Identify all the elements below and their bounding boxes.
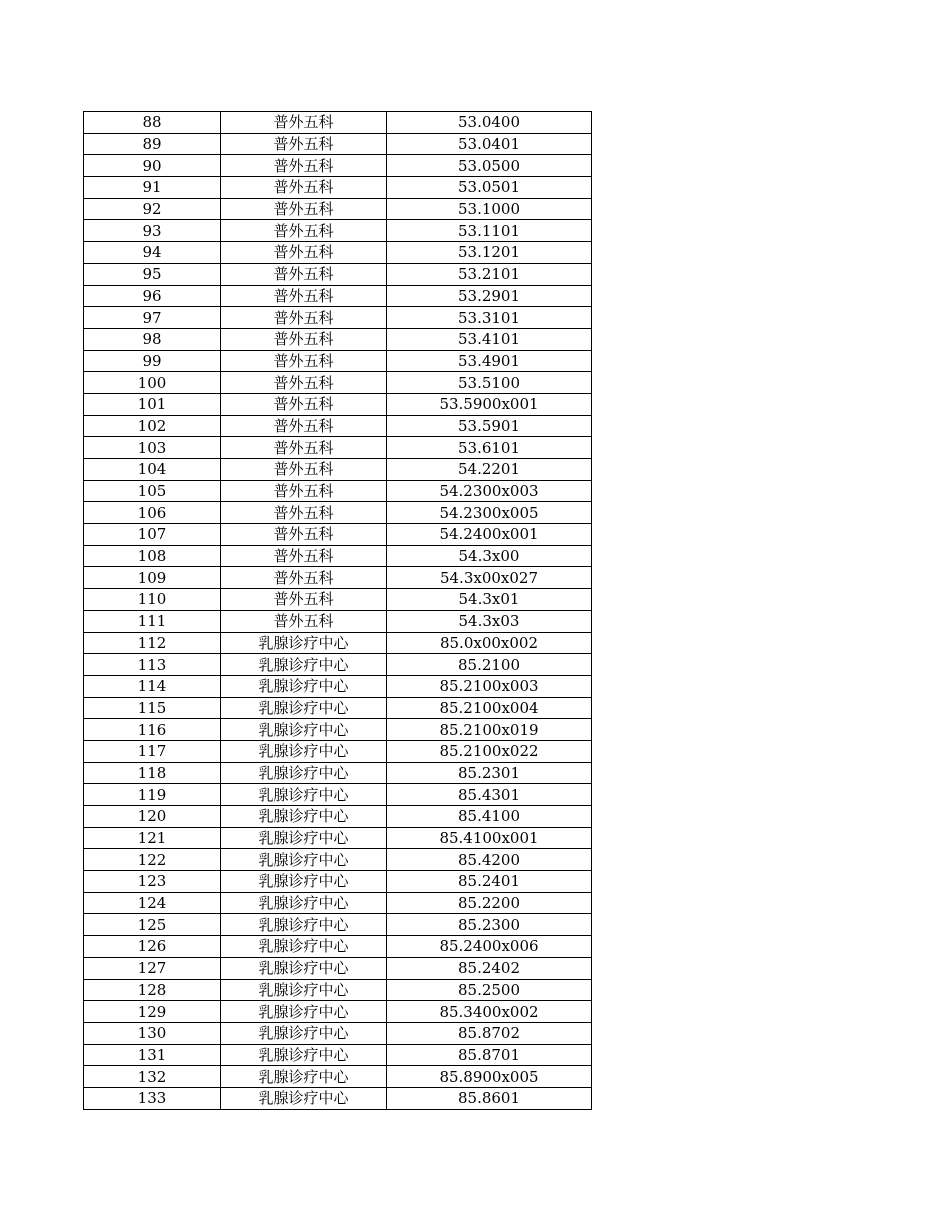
- code-cell: 85.2100x022: [387, 740, 592, 762]
- department-cell: 乳腺诊疗中心: [221, 1044, 387, 1066]
- department-cell: 普外五科: [221, 480, 387, 502]
- department-cell: 普外五科: [221, 437, 387, 459]
- code-cell: 54.3x00: [387, 545, 592, 567]
- department-cell: 乳腺诊疗中心: [221, 892, 387, 914]
- row-number-cell: 102: [84, 415, 221, 437]
- department-cell: 乳腺诊疗中心: [221, 719, 387, 741]
- table-row: [84, 914, 592, 936]
- department-cell: 普外五科: [221, 567, 387, 589]
- department-cell: 普外五科: [221, 177, 387, 199]
- table-row: [84, 762, 592, 784]
- row-number-cell: 88: [84, 112, 221, 134]
- code-cell: 85.2500: [387, 979, 592, 1001]
- table-row: [84, 827, 592, 849]
- table-row: [84, 871, 592, 893]
- row-number-cell: 99: [84, 350, 221, 372]
- department-cell: 普外五科: [221, 133, 387, 155]
- code-cell: 85.2402: [387, 957, 592, 979]
- row-number-cell: 104: [84, 459, 221, 481]
- row-number-cell: 95: [84, 263, 221, 285]
- code-cell: 53.3101: [387, 307, 592, 329]
- code-cell: 53.5100: [387, 372, 592, 394]
- table-row: [84, 415, 592, 437]
- department-cell: 普外五科: [221, 502, 387, 524]
- department-cell: 乳腺诊疗中心: [221, 1001, 387, 1023]
- row-number-cell: 128: [84, 979, 221, 1001]
- table-row: [84, 263, 592, 285]
- department-cell: 乳腺诊疗中心: [221, 979, 387, 1001]
- table-row: [84, 177, 592, 199]
- table-row: [84, 719, 592, 741]
- row-number-cell: 129: [84, 1001, 221, 1023]
- code-cell: 53.4901: [387, 350, 592, 372]
- department-cell: 乳腺诊疗中心: [221, 1087, 387, 1109]
- table-row: [84, 155, 592, 177]
- department-cell: 普外五科: [221, 328, 387, 350]
- row-number-cell: 124: [84, 892, 221, 914]
- table-row: [84, 892, 592, 914]
- department-cell: 乳腺诊疗中心: [221, 697, 387, 719]
- code-cell: 85.4200: [387, 849, 592, 871]
- row-number-cell: 92: [84, 198, 221, 220]
- table-row: [84, 1066, 592, 1088]
- code-cell: 85.2400x006: [387, 936, 592, 958]
- department-cell: 普外五科: [221, 242, 387, 264]
- code-cell: 53.2101: [387, 263, 592, 285]
- row-number-cell: 89: [84, 133, 221, 155]
- row-number-cell: 98: [84, 328, 221, 350]
- code-cell: 53.1000: [387, 198, 592, 220]
- code-cell: 54.2400x001: [387, 524, 592, 546]
- department-cell: 乳腺诊疗中心: [221, 849, 387, 871]
- table-row: [84, 740, 592, 762]
- department-cell: 普外五科: [221, 198, 387, 220]
- department-cell: 乳腺诊疗中心: [221, 957, 387, 979]
- code-cell: 53.1101: [387, 220, 592, 242]
- table-row: [84, 957, 592, 979]
- department-cell: 乳腺诊疗中心: [221, 806, 387, 828]
- row-number-cell: 116: [84, 719, 221, 741]
- code-cell: 53.0501: [387, 177, 592, 199]
- table-row: [84, 112, 592, 134]
- code-cell: 85.8601: [387, 1087, 592, 1109]
- table-row: [84, 849, 592, 871]
- table-row: [84, 567, 592, 589]
- department-cell: 乳腺诊疗中心: [221, 936, 387, 958]
- department-cell: 乳腺诊疗中心: [221, 914, 387, 936]
- department-cell: 普外五科: [221, 285, 387, 307]
- table-row: [84, 675, 592, 697]
- table-row: [84, 198, 592, 220]
- department-cell: 乳腺诊疗中心: [221, 654, 387, 676]
- department-cell: 乳腺诊疗中心: [221, 871, 387, 893]
- department-cell: 乳腺诊疗中心: [221, 827, 387, 849]
- row-number-cell: 122: [84, 849, 221, 871]
- row-number-cell: 133: [84, 1087, 221, 1109]
- row-number-cell: 121: [84, 827, 221, 849]
- table-row: [84, 784, 592, 806]
- row-number-cell: 110: [84, 589, 221, 611]
- table-row: [84, 459, 592, 481]
- table-row: [84, 697, 592, 719]
- department-cell: 乳腺诊疗中心: [221, 740, 387, 762]
- code-cell: 53.0401: [387, 133, 592, 155]
- table-row: [84, 285, 592, 307]
- row-number-cell: 117: [84, 740, 221, 762]
- department-cell: 乳腺诊疗中心: [221, 762, 387, 784]
- table-row: [84, 372, 592, 394]
- code-cell: 54.3x00x027: [387, 567, 592, 589]
- code-cell: 85.2100: [387, 654, 592, 676]
- table-row: [84, 610, 592, 632]
- row-number-cell: 123: [84, 871, 221, 893]
- table-row: [84, 307, 592, 329]
- row-number-cell: 94: [84, 242, 221, 264]
- row-number-cell: 91: [84, 177, 221, 199]
- row-number-cell: 126: [84, 936, 221, 958]
- row-number-cell: 96: [84, 285, 221, 307]
- code-cell: 54.3x03: [387, 610, 592, 632]
- row-number-cell: 111: [84, 610, 221, 632]
- data-table: [83, 111, 592, 1110]
- department-cell: 普外五科: [221, 589, 387, 611]
- department-cell: 普外五科: [221, 459, 387, 481]
- row-number-cell: 90: [84, 155, 221, 177]
- row-number-cell: 93: [84, 220, 221, 242]
- code-cell: 85.2100x003: [387, 675, 592, 697]
- row-number-cell: 127: [84, 957, 221, 979]
- table-row: [84, 632, 592, 654]
- department-cell: 乳腺诊疗中心: [221, 784, 387, 806]
- code-cell: 85.4100x001: [387, 827, 592, 849]
- code-cell: 85.2401: [387, 871, 592, 893]
- code-cell: 54.2300x005: [387, 502, 592, 524]
- row-number-cell: 112: [84, 632, 221, 654]
- row-number-cell: 106: [84, 502, 221, 524]
- row-number-cell: 118: [84, 762, 221, 784]
- code-cell: 85.2100x019: [387, 719, 592, 741]
- department-cell: 普外五科: [221, 220, 387, 242]
- code-cell: 53.6101: [387, 437, 592, 459]
- row-number-cell: 103: [84, 437, 221, 459]
- code-cell: 85.8900x005: [387, 1066, 592, 1088]
- department-cell: 乳腺诊疗中心: [221, 1066, 387, 1088]
- department-cell: 普外五科: [221, 610, 387, 632]
- table-row: [84, 545, 592, 567]
- department-cell: 普外五科: [221, 112, 387, 134]
- table-row: [84, 350, 592, 372]
- row-number-cell: 109: [84, 567, 221, 589]
- row-number-cell: 107: [84, 524, 221, 546]
- row-number-cell: 132: [84, 1066, 221, 1088]
- table-row: [84, 133, 592, 155]
- row-number-cell: 101: [84, 393, 221, 415]
- code-cell: 53.0400: [387, 112, 592, 134]
- code-cell: 85.2300: [387, 914, 592, 936]
- code-cell: 53.5900x001: [387, 393, 592, 415]
- department-cell: 乳腺诊疗中心: [221, 675, 387, 697]
- code-cell: 53.5901: [387, 415, 592, 437]
- table-row: [84, 242, 592, 264]
- code-cell: 85.2100x004: [387, 697, 592, 719]
- table-row: [84, 936, 592, 958]
- table-row: [84, 589, 592, 611]
- row-number-cell: 97: [84, 307, 221, 329]
- code-cell: 85.4100: [387, 806, 592, 828]
- code-cell: 85.0x00x002: [387, 632, 592, 654]
- code-cell: 85.3400x002: [387, 1001, 592, 1023]
- department-cell: 普外五科: [221, 524, 387, 546]
- table-row: [84, 1087, 592, 1109]
- table-body: [84, 112, 592, 1110]
- table-row: [84, 979, 592, 1001]
- row-number-cell: 100: [84, 372, 221, 394]
- department-cell: 普外五科: [221, 415, 387, 437]
- department-cell: 普外五科: [221, 393, 387, 415]
- code-cell: 85.2200: [387, 892, 592, 914]
- table-row: [84, 1022, 592, 1044]
- table-row: [84, 1044, 592, 1066]
- department-cell: 普外五科: [221, 263, 387, 285]
- department-cell: 普外五科: [221, 350, 387, 372]
- row-number-cell: 115: [84, 697, 221, 719]
- table-row: [84, 502, 592, 524]
- row-number-cell: 130: [84, 1022, 221, 1044]
- code-cell: 85.2301: [387, 762, 592, 784]
- row-number-cell: 113: [84, 654, 221, 676]
- row-number-cell: 108: [84, 545, 221, 567]
- table-row: [84, 480, 592, 502]
- code-cell: 85.8701: [387, 1044, 592, 1066]
- code-cell: 53.2901: [387, 285, 592, 307]
- row-number-cell: 119: [84, 784, 221, 806]
- department-cell: 普外五科: [221, 372, 387, 394]
- row-number-cell: 131: [84, 1044, 221, 1066]
- code-cell: 54.3x01: [387, 589, 592, 611]
- department-cell: 乳腺诊疗中心: [221, 632, 387, 654]
- row-number-cell: 120: [84, 806, 221, 828]
- department-cell: 普外五科: [221, 307, 387, 329]
- table-row: [84, 437, 592, 459]
- table-row: [84, 393, 592, 415]
- table-row: [84, 524, 592, 546]
- code-cell: 85.8702: [387, 1022, 592, 1044]
- code-cell: 53.1201: [387, 242, 592, 264]
- department-cell: 普外五科: [221, 155, 387, 177]
- table-row: [84, 806, 592, 828]
- code-cell: 53.0500: [387, 155, 592, 177]
- table-row: [84, 1001, 592, 1023]
- code-cell: 53.4101: [387, 328, 592, 350]
- code-cell: 54.2201: [387, 459, 592, 481]
- table-row: [84, 328, 592, 350]
- table-row: [84, 654, 592, 676]
- table-row: [84, 220, 592, 242]
- code-cell: 54.2300x003: [387, 480, 592, 502]
- code-cell: 85.4301: [387, 784, 592, 806]
- row-number-cell: 105: [84, 480, 221, 502]
- department-cell: 乳腺诊疗中心: [221, 1022, 387, 1044]
- row-number-cell: 114: [84, 675, 221, 697]
- row-number-cell: 125: [84, 914, 221, 936]
- department-cell: 普外五科: [221, 545, 387, 567]
